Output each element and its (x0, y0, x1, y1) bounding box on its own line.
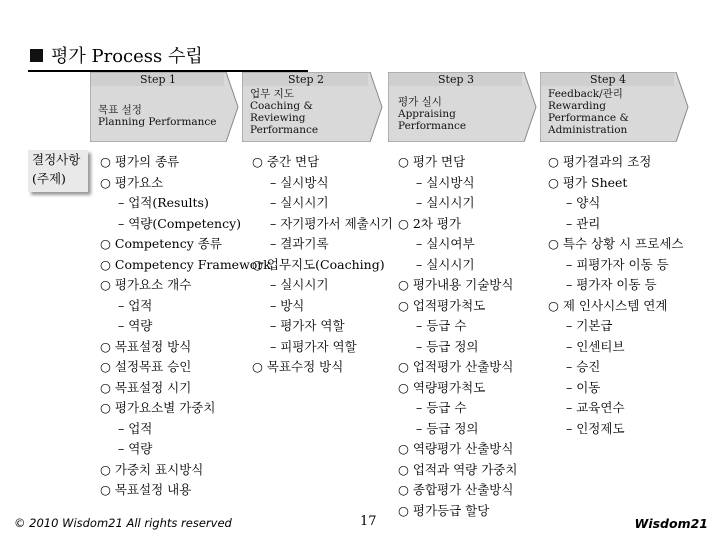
step-1-desc: 목표 설정 Planning Performance (98, 104, 217, 128)
step-3-label: Step 3 (437, 73, 474, 86)
step-3-item: – 실시시기 (416, 195, 475, 210)
step-3-item: ○ 역량평가척도 (398, 379, 486, 395)
step-3-desc: 평가 실시 Appraising Performance (398, 96, 467, 132)
step-3-item: – 등급 수 (416, 318, 467, 333)
step-3-item: ○ 역량평가 산출방식 (398, 441, 514, 456)
step-3-item: – 실시방식 (416, 174, 475, 190)
step-3-item: – 등급 정의 (416, 338, 479, 354)
brand-logo-text: Wisdom21 (634, 516, 708, 531)
step-2-item: ○ 중간 면담 (252, 154, 320, 169)
step-3-item: ○ 2차 평가 (398, 215, 462, 231)
step-4-item: – 기본급 (566, 318, 613, 333)
step-1-arrow (90, 72, 240, 142)
decision-items-label: 결정사항 (주제) (28, 150, 88, 192)
step-1-item: – 업적(Results) (118, 195, 209, 210)
step-2-item: – 실시방식 (270, 174, 329, 190)
step-4-label: Step 4 (589, 73, 626, 86)
step-1-item: ○ Competency Framework (100, 256, 271, 272)
step-1-item: ○ 목표설정 내용 (100, 482, 192, 497)
step-1-label: Step 1 (139, 73, 176, 86)
step-1-item: ○ Competency 종류 (100, 236, 222, 251)
slide-title (30, 42, 203, 68)
step-1-item: – 역량 (118, 441, 153, 456)
step-1-item: – 업적 (118, 297, 153, 313)
step-3-item: – 실시여부 (416, 236, 475, 251)
step-4-item: ○ 제 인사시스템 연계 (548, 297, 668, 313)
step-2-arrow (242, 72, 384, 142)
step-3-item: ○ 평가 면담 (398, 154, 466, 169)
step-2-item: – 평가자 역할 (270, 318, 345, 333)
step-4-item: ○ 평가결과의 조정 (548, 154, 652, 169)
step-4-arrow (540, 72, 690, 142)
step-3-item: ○ 업적평가척도 (398, 297, 486, 313)
step-4-desc: Feedback/관리 Rewarding Performance & Administration (548, 88, 629, 136)
square-bullet-icon (30, 49, 43, 62)
step-2-item: – 실시시기 (270, 195, 329, 210)
step-4-item: – 양식 (566, 195, 601, 210)
step-2-label: Step 2 (287, 73, 324, 86)
step-1-item: – 업적 (118, 420, 153, 436)
step-3-arrow (388, 72, 538, 142)
step-3-item: ○ 평가등급 할당 (398, 502, 490, 518)
step-2-desc: 업무 지도 Coaching & Reviewing Performance (250, 88, 319, 136)
step-4-item: ○ 특수 상황 시 프로세스 (548, 236, 684, 251)
step-1-item: ○ 평가요소 개수 (100, 277, 192, 292)
step-4-item: ○ 평가 Sheet (548, 174, 628, 190)
step-1-item: – 역량(Competency) (118, 215, 242, 231)
page-number: 17 (360, 514, 377, 529)
slide-title-text: 평가 Process 수립 (51, 46, 203, 67)
step-1-item: ○ 평가요소별 가중치 (100, 400, 216, 415)
step-2-item: – 피평가자 역할 (270, 338, 357, 354)
step-1-item: ○ 목표설정 방식 (100, 338, 192, 354)
step-2-item: – 방식 (270, 297, 305, 313)
step-3-item: ○ 업적과 역량 가중치 (398, 461, 518, 477)
step-3-item: ○ 업적평가 산출방식 (398, 359, 514, 374)
step-2-item: ○ 목표수정 방식 (252, 359, 344, 374)
step-3-items (398, 152, 517, 521)
step-2-item: ○ 업무지도(Coaching) (252, 256, 385, 272)
step-2-item: – 자기평가서 제출시기 (270, 215, 393, 231)
step-4-item: – 승진 (566, 359, 601, 374)
step-1-items (100, 152, 271, 501)
step-1-item: ○ 평가의 종류 (100, 154, 180, 169)
copyright-text: © 2010 Wisdom21 All rights reserved (0, 508, 270, 540)
step-1-item: ○ 설정목표 승인 (100, 359, 192, 374)
step-1-item: – 역량 (118, 318, 153, 333)
step-4-item: – 인센티브 (566, 338, 625, 354)
step-1-item: ○ 가중치 표시방식 (100, 461, 204, 477)
step-4-items (548, 152, 683, 439)
step-3-item: – 등급 정의 (416, 420, 479, 436)
step-1-item: ○ 목표설정 시기 (100, 379, 192, 395)
step-3-item: ○ 평가내용 기술방식 (398, 277, 514, 292)
step-2-items (252, 152, 393, 378)
step-4-item: – 피평가자 이동 등 (566, 256, 669, 272)
step-1-item: ○ 평가요소 (100, 174, 164, 190)
step-4-item: – 교육연수 (566, 400, 625, 415)
step-3-item: – 실시시기 (416, 256, 475, 272)
step-2-item: – 실시시기 (270, 277, 329, 292)
step-4-item: – 인정제도 (566, 420, 625, 436)
step-4-item: – 관리 (566, 215, 601, 231)
step-2-item: – 결과기록 (270, 236, 329, 251)
step-3-item: ○ 종합평가 산출방식 (398, 482, 514, 497)
step-3-item: – 등급 수 (416, 400, 467, 415)
step-4-item: – 이동 (566, 379, 601, 395)
step-4-item: – 평가자 이동 등 (566, 277, 657, 292)
